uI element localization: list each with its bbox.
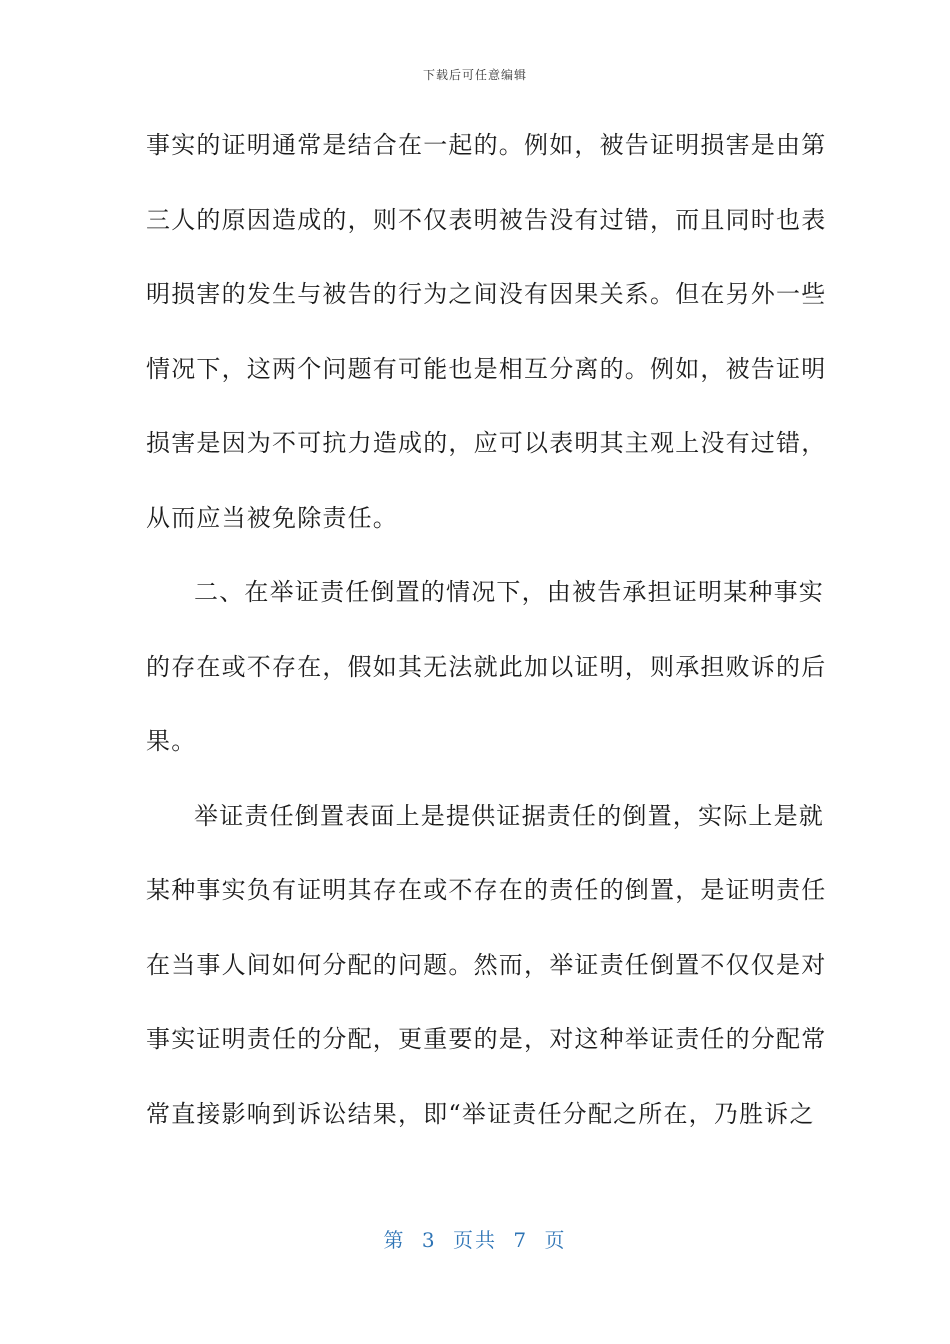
- text-line: 某种事实负有证明其存在或不存在的责任的倒置，是证明责任: [146, 876, 827, 904]
- page-footer: [0, 1224, 950, 1253]
- text-line: 三人的原因造成的，则不仅表明被告没有过错，而且同时也表: [146, 205, 827, 234]
- text-line: 常直接影响到诉讼结果，即“举证责任分配之所在，乃胜诉之: [146, 1099, 815, 1128]
- text-line: 果。: [146, 727, 197, 755]
- text-line: 事实证明责任的分配，更重要的是，对这种举证责任的分配常: [146, 1025, 827, 1053]
- text-line: 明损害的发生与被告的行为之间没有因果关系。但在另外一些: [146, 280, 827, 308]
- footer-prefix: 第: [383, 1228, 406, 1252]
- text-line: 事实的证明通常是结合在一起的。例如，被告证明损害是由第: [146, 131, 827, 159]
- current-page-number: 3: [421, 1228, 437, 1252]
- page-header: 下载后可任意编辑: [422, 68, 527, 82]
- text-line: 举证责任倒置表面上是提供证据责任的倒置，实际上是就: [194, 801, 824, 830]
- text-line: 损害是因为不可抗力造成的，应可以表明其主观上没有过错，: [146, 429, 827, 457]
- text-line: 情况下，这两个问题有可能也是相互分离的。例如，被告证明: [146, 354, 827, 383]
- document-body: [146, 120, 827, 1163]
- text-line: 的存在或不存在，假如其无法就此加以证明，则承担败诉的后: [146, 652, 827, 681]
- footer-suffix: 页: [544, 1228, 567, 1252]
- text-line: 在当事人间如何分配的问题。然而，举证责任倒置不仅仅是对: [146, 950, 827, 979]
- footer-middle: 页共: [453, 1228, 497, 1252]
- text-line: 二、在举证责任倒置的情况下，由被告承担证明某种事实: [194, 578, 824, 606]
- total-pages-number: 7: [513, 1228, 529, 1252]
- text-line: 从而应当被免除责任。: [146, 503, 398, 532]
